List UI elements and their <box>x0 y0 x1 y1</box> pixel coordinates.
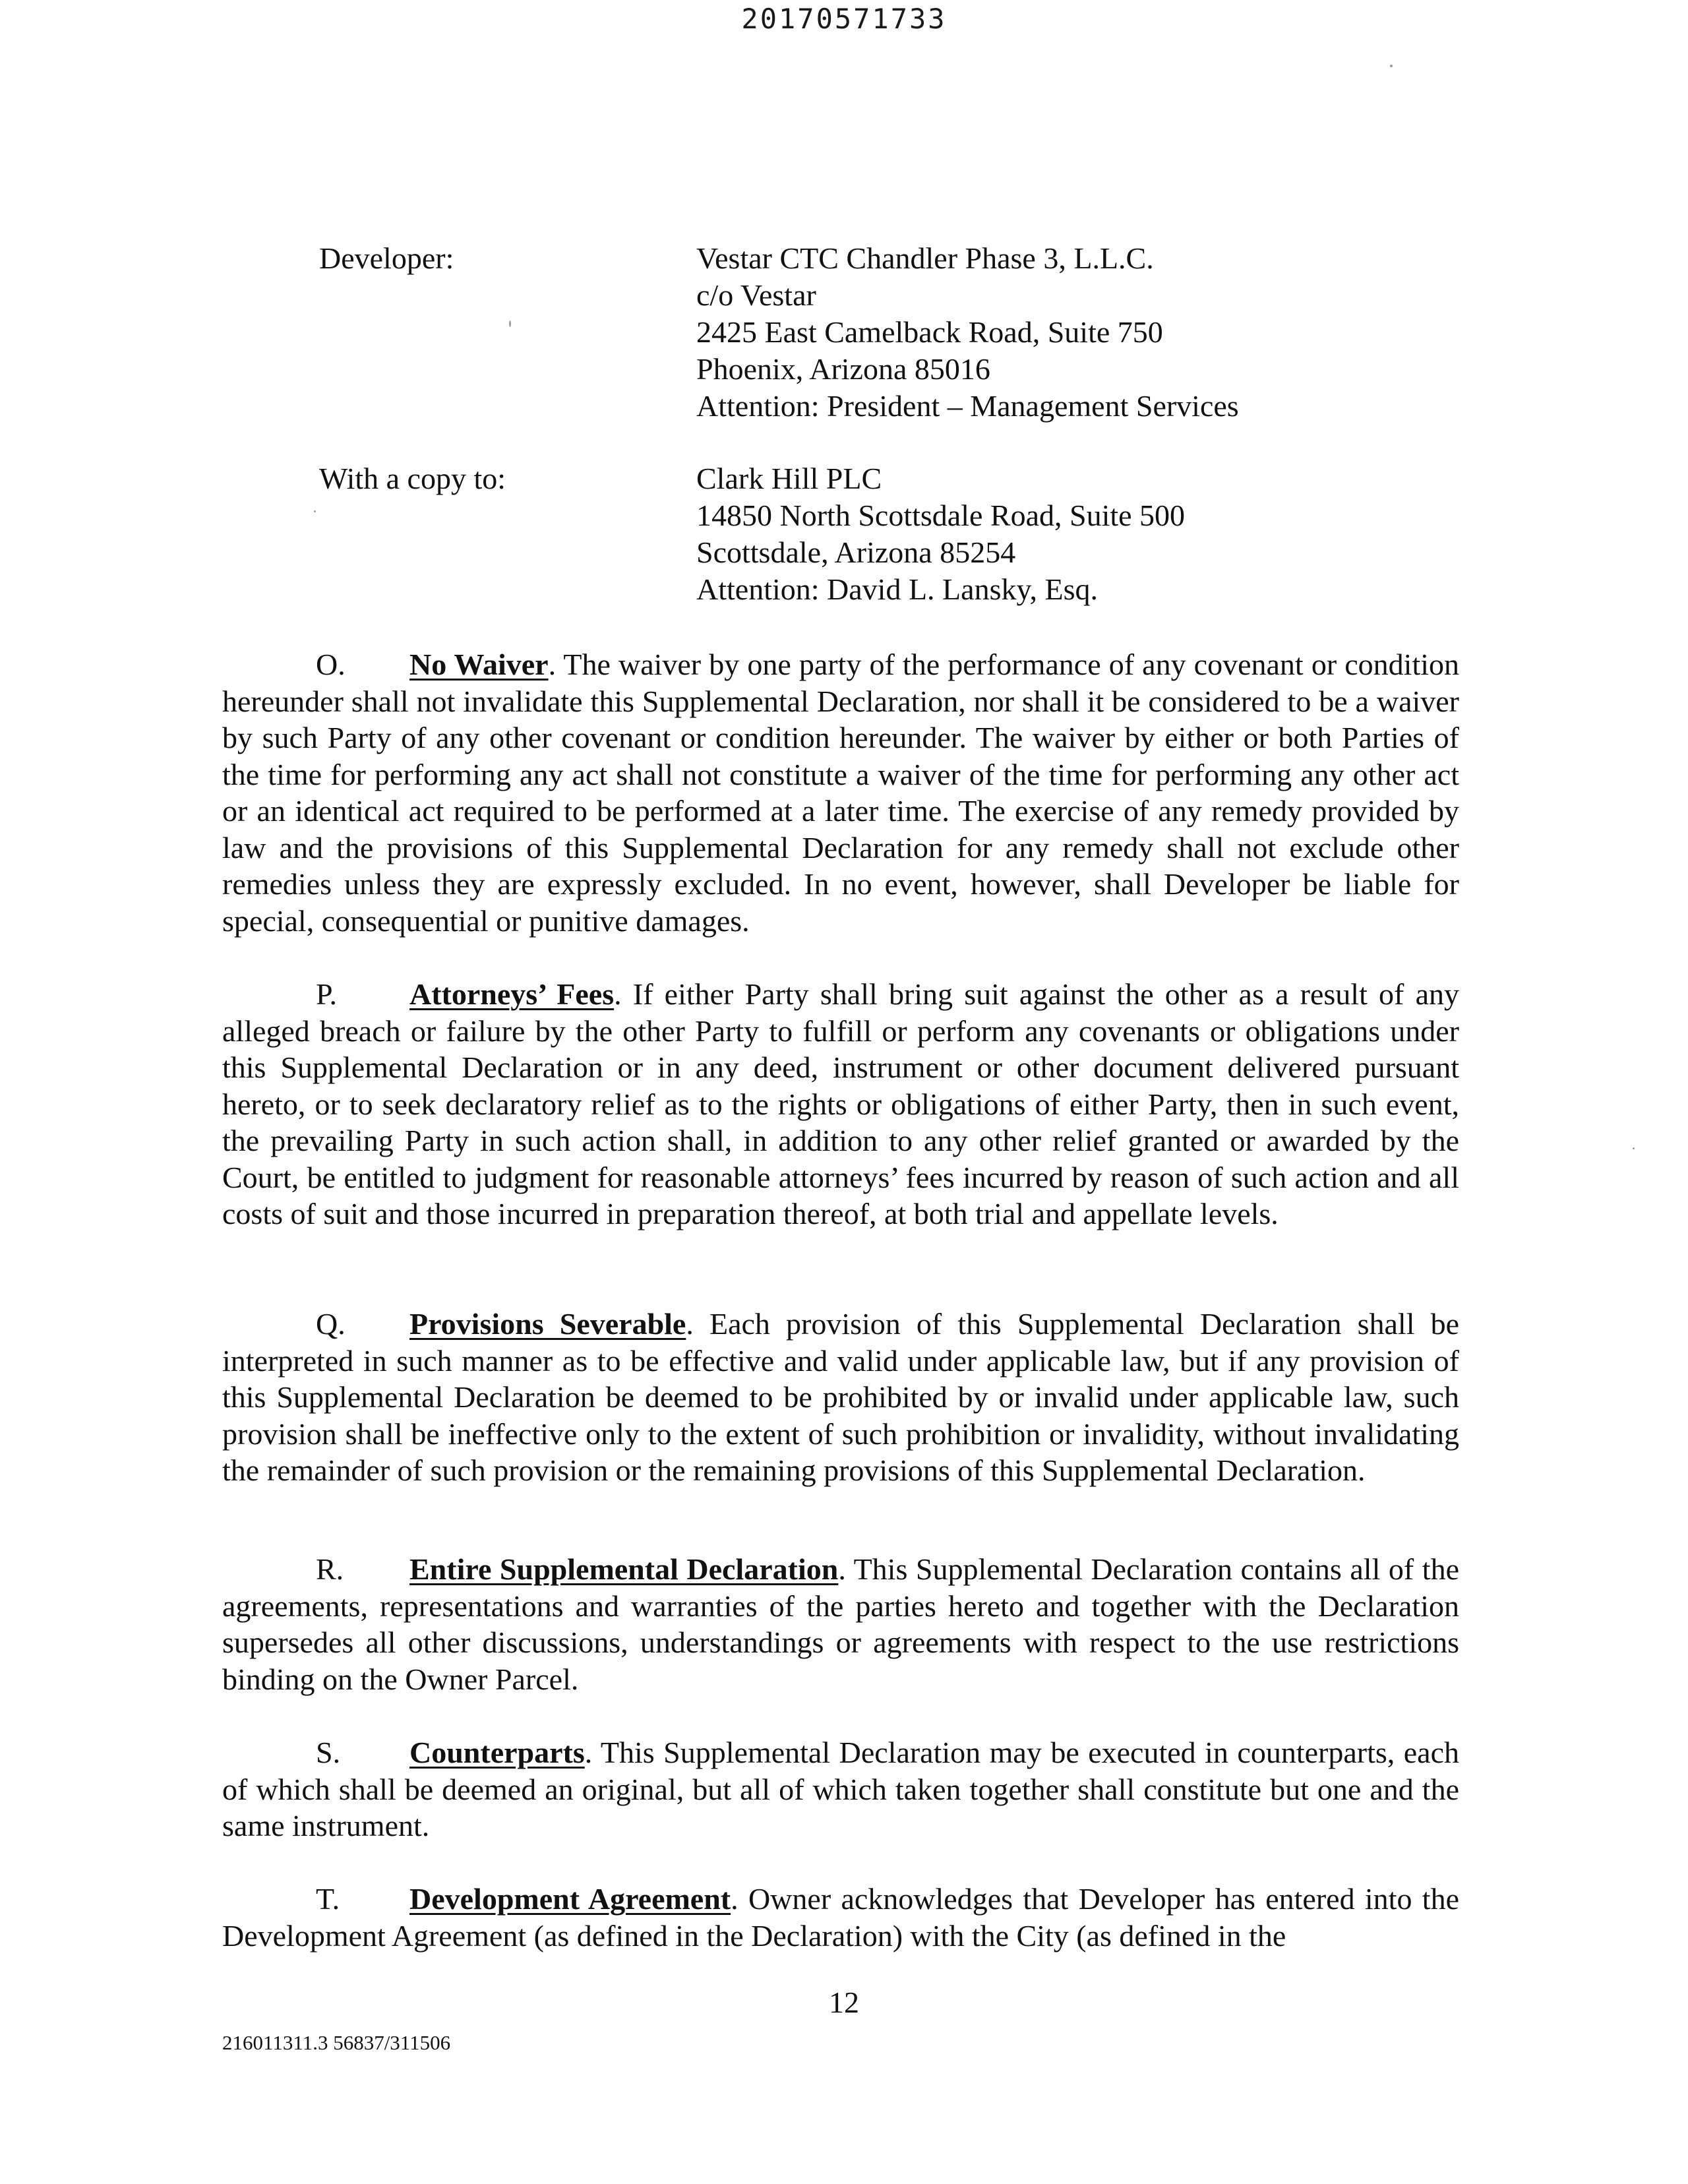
address-line: Attention: David L. Lansky, Esq. <box>696 572 1098 606</box>
section-text: . If either Party shall bring suit against the other as a result of any alleged breach or failure by the other Party to fulfill or perform any covenants or obligations under this Supplemental Declaration or in any deed, instrument or other document delivered pursuant hereto, or to seek declaratory relief as to the rights or obligations of either Party, then in such event, the prevailing Party in such action shall, in addition to any other relief granted or awarded by the Court, be entitled to judgment for reasonable attorneys’ fees incurred by reason of such action and all costs of suit and those incurred in preparation thereof, at both trial and appellate levels. <box>222 977 1459 1230</box>
notice-label: With a copy to: <box>319 462 506 495</box>
section-counterparts <box>222 1734 1459 1844</box>
address-line: 2425 East Camelback Road, Suite 750 <box>696 315 1163 349</box>
document-id: 216011311.3 56837/311506 <box>222 2031 451 2054</box>
section-provisions-severable <box>222 1306 1459 1489</box>
section-entire-declaration <box>222 1551 1459 1697</box>
address-line: c/o Vestar <box>696 278 816 312</box>
address-line: Phoenix, Arizona 85016 <box>696 352 990 386</box>
scan-speck <box>314 510 316 512</box>
section-text: . Each provision of this Supplemental Declaration shall be interpreted in such manner as to be effective and valid under applicable law, but if any provision of this Supplemental Declaration be deemed to be prohibited by or invalid under applicable law, such provision shall be ineffective only to the extent of such prohibition or invalidity, without invalidating the remainder of such provision or the remaining provisions of this Supplemental Declaration. <box>222 1307 1459 1487</box>
section-text: . The waiver by one party of the performance of any covenant or condition hereunder shall not invalidate this Supplemental Declaration, nor shall it be considered to be a waiver by such Party of any other covenant or condition hereunder. The waiver by either or both Parties of the time for performing any act shall not constitute a waiver of the time for performing any other act or an identical act required to be performed at a later time. The exercise of any remedy provided by law and the provisions of this Supplemental Declaration for any remedy shall not exclude other remedies unless they are expressly excluded. In no event, however, shall Developer be liable for special, consequential or punitive damages. <box>222 648 1460 938</box>
section-text: . This Supplemental Declaration may be executed in counterparts, each of which shall be deemed an original, but all of which taken together shall constitute but one and the same instrument. <box>222 1736 1459 1842</box>
section-no-waiver <box>222 646 1459 939</box>
scan-speck <box>509 320 511 327</box>
address-line: Attention: President – Management Services <box>696 389 1239 423</box>
address-line: 14850 North Scottsdale Road, Suite 500 <box>696 499 1186 532</box>
section-letter: S. <box>316 1736 341 1769</box>
scan-speck <box>1633 1147 1635 1149</box>
scan-speck <box>1390 65 1393 67</box>
section-letter: R. <box>316 1552 344 1586</box>
address-line: Clark Hill PLC <box>696 462 882 495</box>
section-attorneys-fees <box>222 976 1459 1232</box>
section-development-agreement <box>222 1881 1459 1954</box>
section-heading: Entire Supplemental Declaration <box>409 1552 839 1586</box>
recording-number: 20170571733 <box>741 3 947 35</box>
section-heading: Provisions Severable <box>409 1307 686 1341</box>
section-heading: No Waiver <box>409 648 549 681</box>
notice-address <box>696 240 1239 425</box>
section-heading: Development Agreement <box>409 1882 731 1916</box>
section-letter: Q. <box>316 1307 346 1341</box>
section-heading: Counterparts <box>409 1736 585 1769</box>
section-text: . Owner acknowledges that Developer has entered into the Development Agreement (as defined in the Declaration) with the City (as defined in the <box>222 1882 1459 1953</box>
address-line: Scottsdale, Arizona 85254 <box>696 535 1016 569</box>
page-number: 12 <box>829 1986 859 2019</box>
section-letter: O. <box>316 648 346 681</box>
address-line: Vestar CTC Chandler Phase 3, L.L.C. <box>696 241 1154 275</box>
section-text: . This Supplemental Declaration contains all of the agreements, representations and warranties of the parties hereto and together with the Declaration supersedes all other discussions, understandings or agreements with respect to the use restrictions binding on the Owner Parcel. <box>222 1552 1459 1696</box>
section-letter: P. <box>316 977 337 1011</box>
notice-label: Developer: <box>319 241 454 275</box>
section-letter: T. <box>316 1882 340 1916</box>
section-heading: Attorneys’ Fees <box>409 977 615 1011</box>
notice-address <box>696 460 1185 608</box>
